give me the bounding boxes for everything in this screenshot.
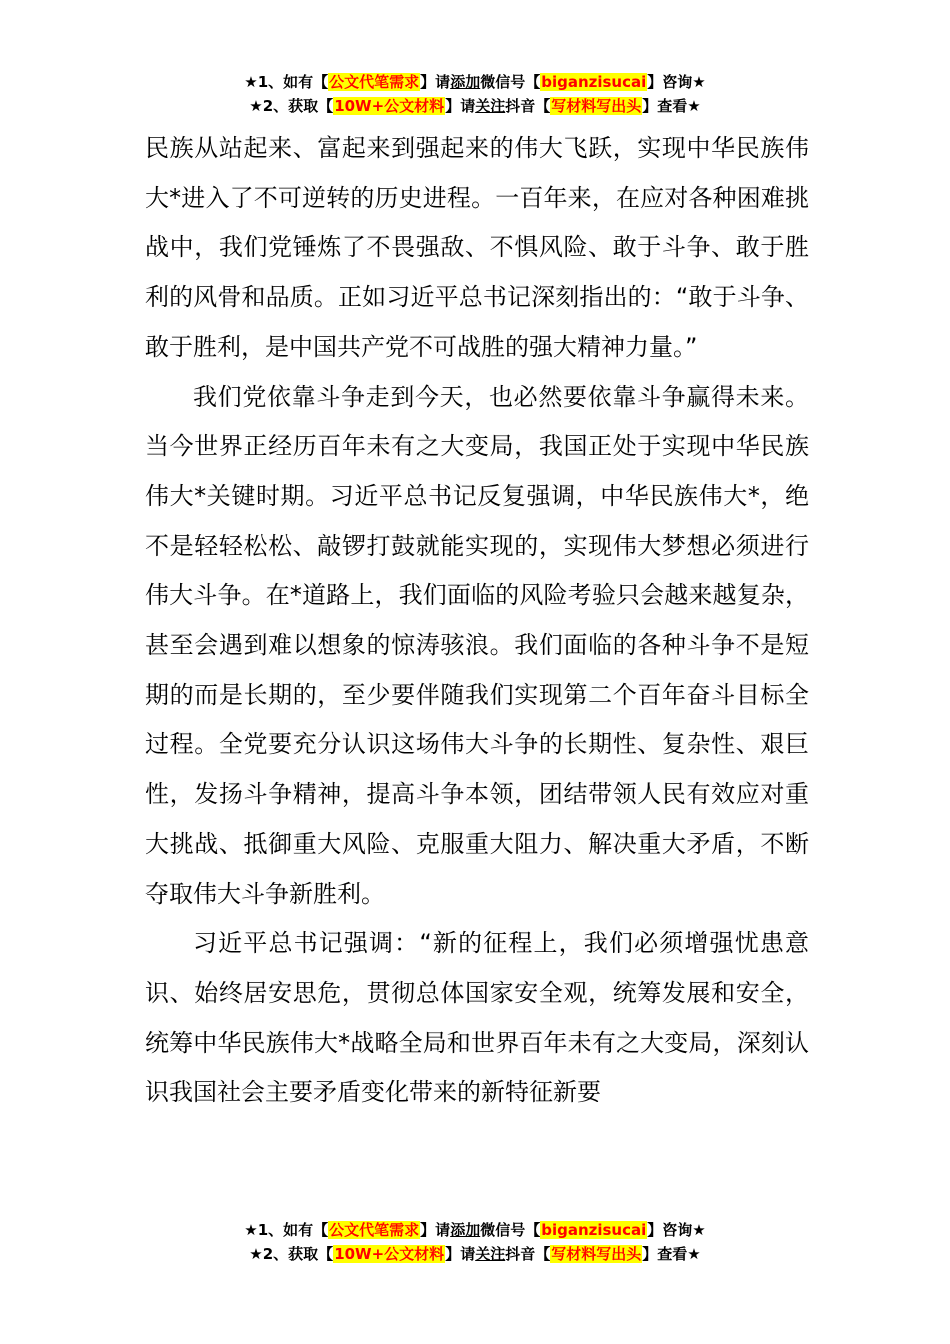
document-body [145, 124, 809, 1118]
banner-line-1-prefix: ★1、如有【 [244, 73, 329, 91]
footer-line-1-mid: 】请 [420, 1221, 451, 1239]
footer-line-2-mid2: 抖音【 [505, 1245, 551, 1263]
footer-line-1-suffix: 】咨询★ [647, 1221, 706, 1239]
banner-line-1 [0, 70, 950, 94]
footer-line-2-mid: 】请 [445, 1245, 476, 1263]
banner-line-1-suffix: 】咨询★ [647, 73, 706, 91]
banner-line-2-mid: 】请 [445, 97, 476, 115]
footer-highlight-wechat-id: biganzisucai [541, 1221, 647, 1239]
footer-line-1-mid2: 微信号【 [480, 1221, 541, 1239]
footer-underline-follow: 关注 [475, 1245, 506, 1263]
footer-highlight-service: 公文代笔需求 [329, 1221, 420, 1239]
footer-line-2-suffix: 】查看★ [642, 1245, 701, 1263]
footer-line-1-prefix: ★1、如有【 [244, 1221, 329, 1239]
footer-line-2-prefix: ★2、获取【 [249, 1245, 334, 1263]
banner-line-2-suffix: 】查看★ [642, 97, 701, 115]
banner-line-2 [0, 94, 950, 118]
banner-line-2-mid2: 抖音【 [505, 97, 551, 115]
banner-line-2-prefix: ★2、获取【 [249, 97, 334, 115]
banner-underline-follow: 关注 [475, 97, 506, 115]
banner-highlight-materials: 10W+公文材料 [334, 97, 445, 115]
footer-highlight-materials: 10W+公文材料 [334, 1245, 445, 1263]
footer-banner-line-1 [0, 1218, 950, 1242]
banner-highlight-service: 公文代笔需求 [329, 73, 420, 91]
banner-highlight-douyin-id: 写材料写出头 [551, 97, 642, 115]
banner-underline-add: 添加 [450, 73, 481, 91]
footer-banner [0, 1218, 950, 1266]
banner-highlight-wechat-id: biganzisucai [541, 73, 647, 91]
header-banner [0, 70, 950, 118]
footer-highlight-douyin-id: 写材料写出头 [551, 1245, 642, 1263]
paragraph-2: 我们党依靠斗争走到今天，也必然要依靠斗争赢得未来。当今世界正经历百年未有之大变局，我国正处于实现中华民族伟大*关键时期。习近平总书记反复强调，中华民族伟大*，绝不是轻轻松松、敲锣打鼓就能实现的，实现伟大梦想必须进行伟大斗争。在*道路上，我们面临的风险考验只会越来越复杂，甚至会遇到难以想象的惊涛骇浪。我们面临的各种斗争不是短期的而是长期的，至少要伴随我们实现第二个百年奋斗目标全过程。全党要充分认识这场伟大斗争的长期性、复杂性、艰巨性，发扬斗争精神，提高斗争本领，团结带领人民有效应对重大挑战、抵御重大风险、克服重大阻力、解决重大矛盾，不断夺取伟大斗争新胜利。 [145, 382, 809, 908]
banner-line-1-mid2: 微信号【 [480, 73, 541, 91]
banner-line-1-mid: 】请 [420, 73, 451, 91]
footer-banner-line-2 [0, 1242, 950, 1266]
paragraph-3: 习近平总书记强调：“新的征程上，我们必须增强忧患意识、始终居安思危，贯彻总体国家安全观，统筹发展和安全，统筹中华民族伟大*战略全局和世界百年未有之大变局，深刻认识我国社会主要矛盾变化带来的新特征新要 [145, 929, 809, 1107]
footer-underline-add: 添加 [450, 1221, 481, 1239]
paragraph-1: 民族从站起来、富起来到强起来的伟大飞跃，实现中华民族伟大*进入了不可逆转的历史进程。一百年来，在应对各种困难挑战中，我们党锤炼了不畏强敌、不惧风险、敢于斗争、敢于胜利的风骨和品质。正如习近平总书记深刻指出的：“敢于斗争、敢于胜利，是中国共产党不可战胜的强大精神力量。” [145, 134, 809, 361]
